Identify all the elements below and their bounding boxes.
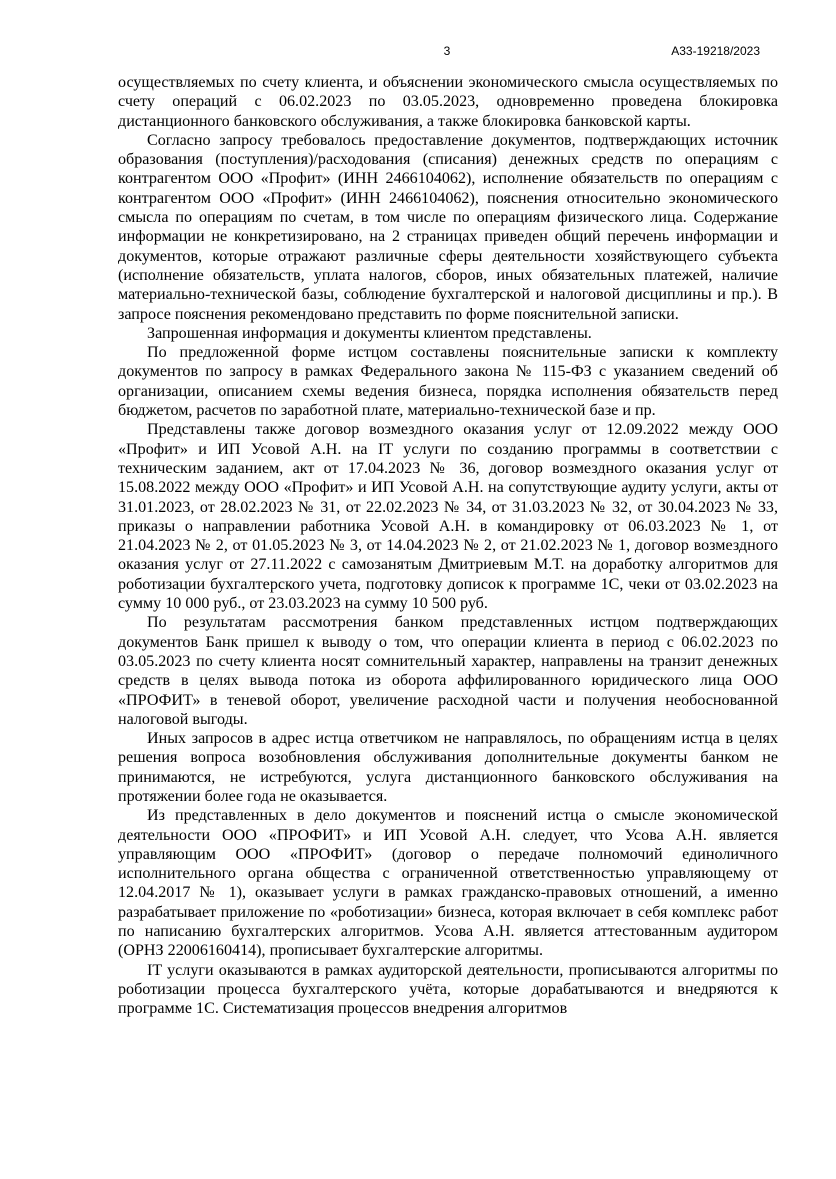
document-body	[118, 73, 778, 1019]
paragraph-bank-conclusion: По результатам рассмотрения банком представленных истцом подтверждающих документов Банк пришел к выводу о том, что операции клиента в период с 06.02.2023 по 03.05.2023 по счету клиента носят сомнительный характер, направлены на транзит денежных средств в целях вывода потока из оборота аффилированного юридического лица ООО «ПРОФИТ» в теневой оборот, увеличение расходной части и получения необоснованной налоговой выгоды.	[118, 614, 778, 728]
paragraph-info-provided: Запрошенная информация и документы клиентом представлены.	[147, 324, 592, 342]
paragraph-economic-activity: Из представленных в дело документов и пояснений истца о смысле экономической деятельности ООО «ПРОФИТ» и ИП Усовой А.Н. следует, что Усова А.Н. является управляющим ООО «ПРОФИТ» (договор о передаче полномочий единоличного исполнительного органа общества с ограниченной ответственностью управляющему от 12.04.2017 № 1), оказывает услуги в рамках гражданско-правовых отношений, а именно разрабатывает приложение по «роботизации» бизнеса, которая включает в себя комплекс работ по написанию бухгалтерских алгоритмов. Усова А.Н. является аттестованным аудитором (ОРНЗ 22006160414), прописывает бухгалтерские алгоритмы.	[118, 807, 778, 960]
page-number: 3	[443, 44, 451, 58]
paragraph-request-requirements: Согласно запросу требовалось предоставление документов, подтверждающих источник образования (поступления)/расходования (списания) денежных средств по операциям с контрагентом ООО «Профит» (ИНН 2466104062), исполнение обязательств по операциям с контрагентом ООО «Профит» (ИНН 2466104062), пояснения относительно экономического смысла по операциям по счетам, в том числе по операциям физического лица. Содержание информации не конкретизировано, на 2 страницах приведен общий перечень информации и документов, которые отражают различные сферы деятельности хозяйствующего субъекта (исполнение обязательств, уплата налогов, сборов, иных обязательных платежей, наличие материально-технической базы, соблюдение бухгалтерской и налоговой дисциплины и пр.). В запросе пояснения рекомендовано представить по форме пояснительной записки.	[118, 131, 778, 323]
paragraph-it-services: IT услуги оказываются в рамках аудиторской деятельности, прописываются алгоритмы по роботизации процесса бухгалтерского учёта, которые дорабатываются и внедряются к программе 1С. Систематизация процессов внедрения алгоритмов	[118, 961, 778, 1018]
case-number: А33-19218/2023	[671, 44, 760, 58]
paragraph-continuation: осуществляемых по счету клиента, и объяснении экономического смысла осуществляемых по счету операций с 06.02.2023 по 03.05.2023, одновременно проведена блокировка дистанционного банковского обслуживания, а также блокировка банковской карты.	[118, 74, 778, 130]
paragraph-contracts-list: Представлены также договор возмездного оказания услуг от 12.09.2022 между ООО «Профит» и ИП Усовой А.Н. на IT услуги по созданию программы в соответствии с техническим заданием, акт от 17.04.2023 № 36, договор возмездного оказания услуг от 15.08.2022 между ООО «Профит» и ИП Усовой А.Н. на сопутствующие аудиту услуги, акты от 31.01.2023, от 28.02.2023 № 31, от 22.02.2023 № 34, от 31.03.2023 № 32, от 30.04.2023 № 33, приказы о направлении работника Усовой А.Н. в командировку от 06.03.2023 № 1, от 21.04.2023 № 2, от 01.05.2023 № 3, от 14.04.2023 № 2, от 21.02.2023 № 1, договор возмездного оказания услуг от 27.11.2022 с самозанятым Дмитриевым М.Т. на доработку алгоритмов для роботизации бухгалтерского учета, подготовку дописок к программе 1С, чеки от 03.02.2023 на сумму 10 000 руб., от 23.03.2023 на сумму 10 500 руб.	[118, 421, 778, 613]
paragraph-explanatory-notes: По предложенной форме истцом составлены пояснительные записки к комплекту документов по запросу в рамках Федерального закона № 115-ФЗ с указанием сведений об организации, описанием схемы ведения бизнеса, порядка исполнения обязательств перед бюджетом, расчетов по заработной плате, материально-технической базе и пр.	[118, 344, 778, 420]
paragraph-no-further-requests: Иных запросов в адрес истца ответчиком не направлялось, по обращениям истца в целях решения вопроса возобновления обслуживания дополнительные документы банком не принимаются, не истребуются, услуга дистанционного банковского обслуживания на протяжении более года не оказывается.	[118, 730, 778, 805]
